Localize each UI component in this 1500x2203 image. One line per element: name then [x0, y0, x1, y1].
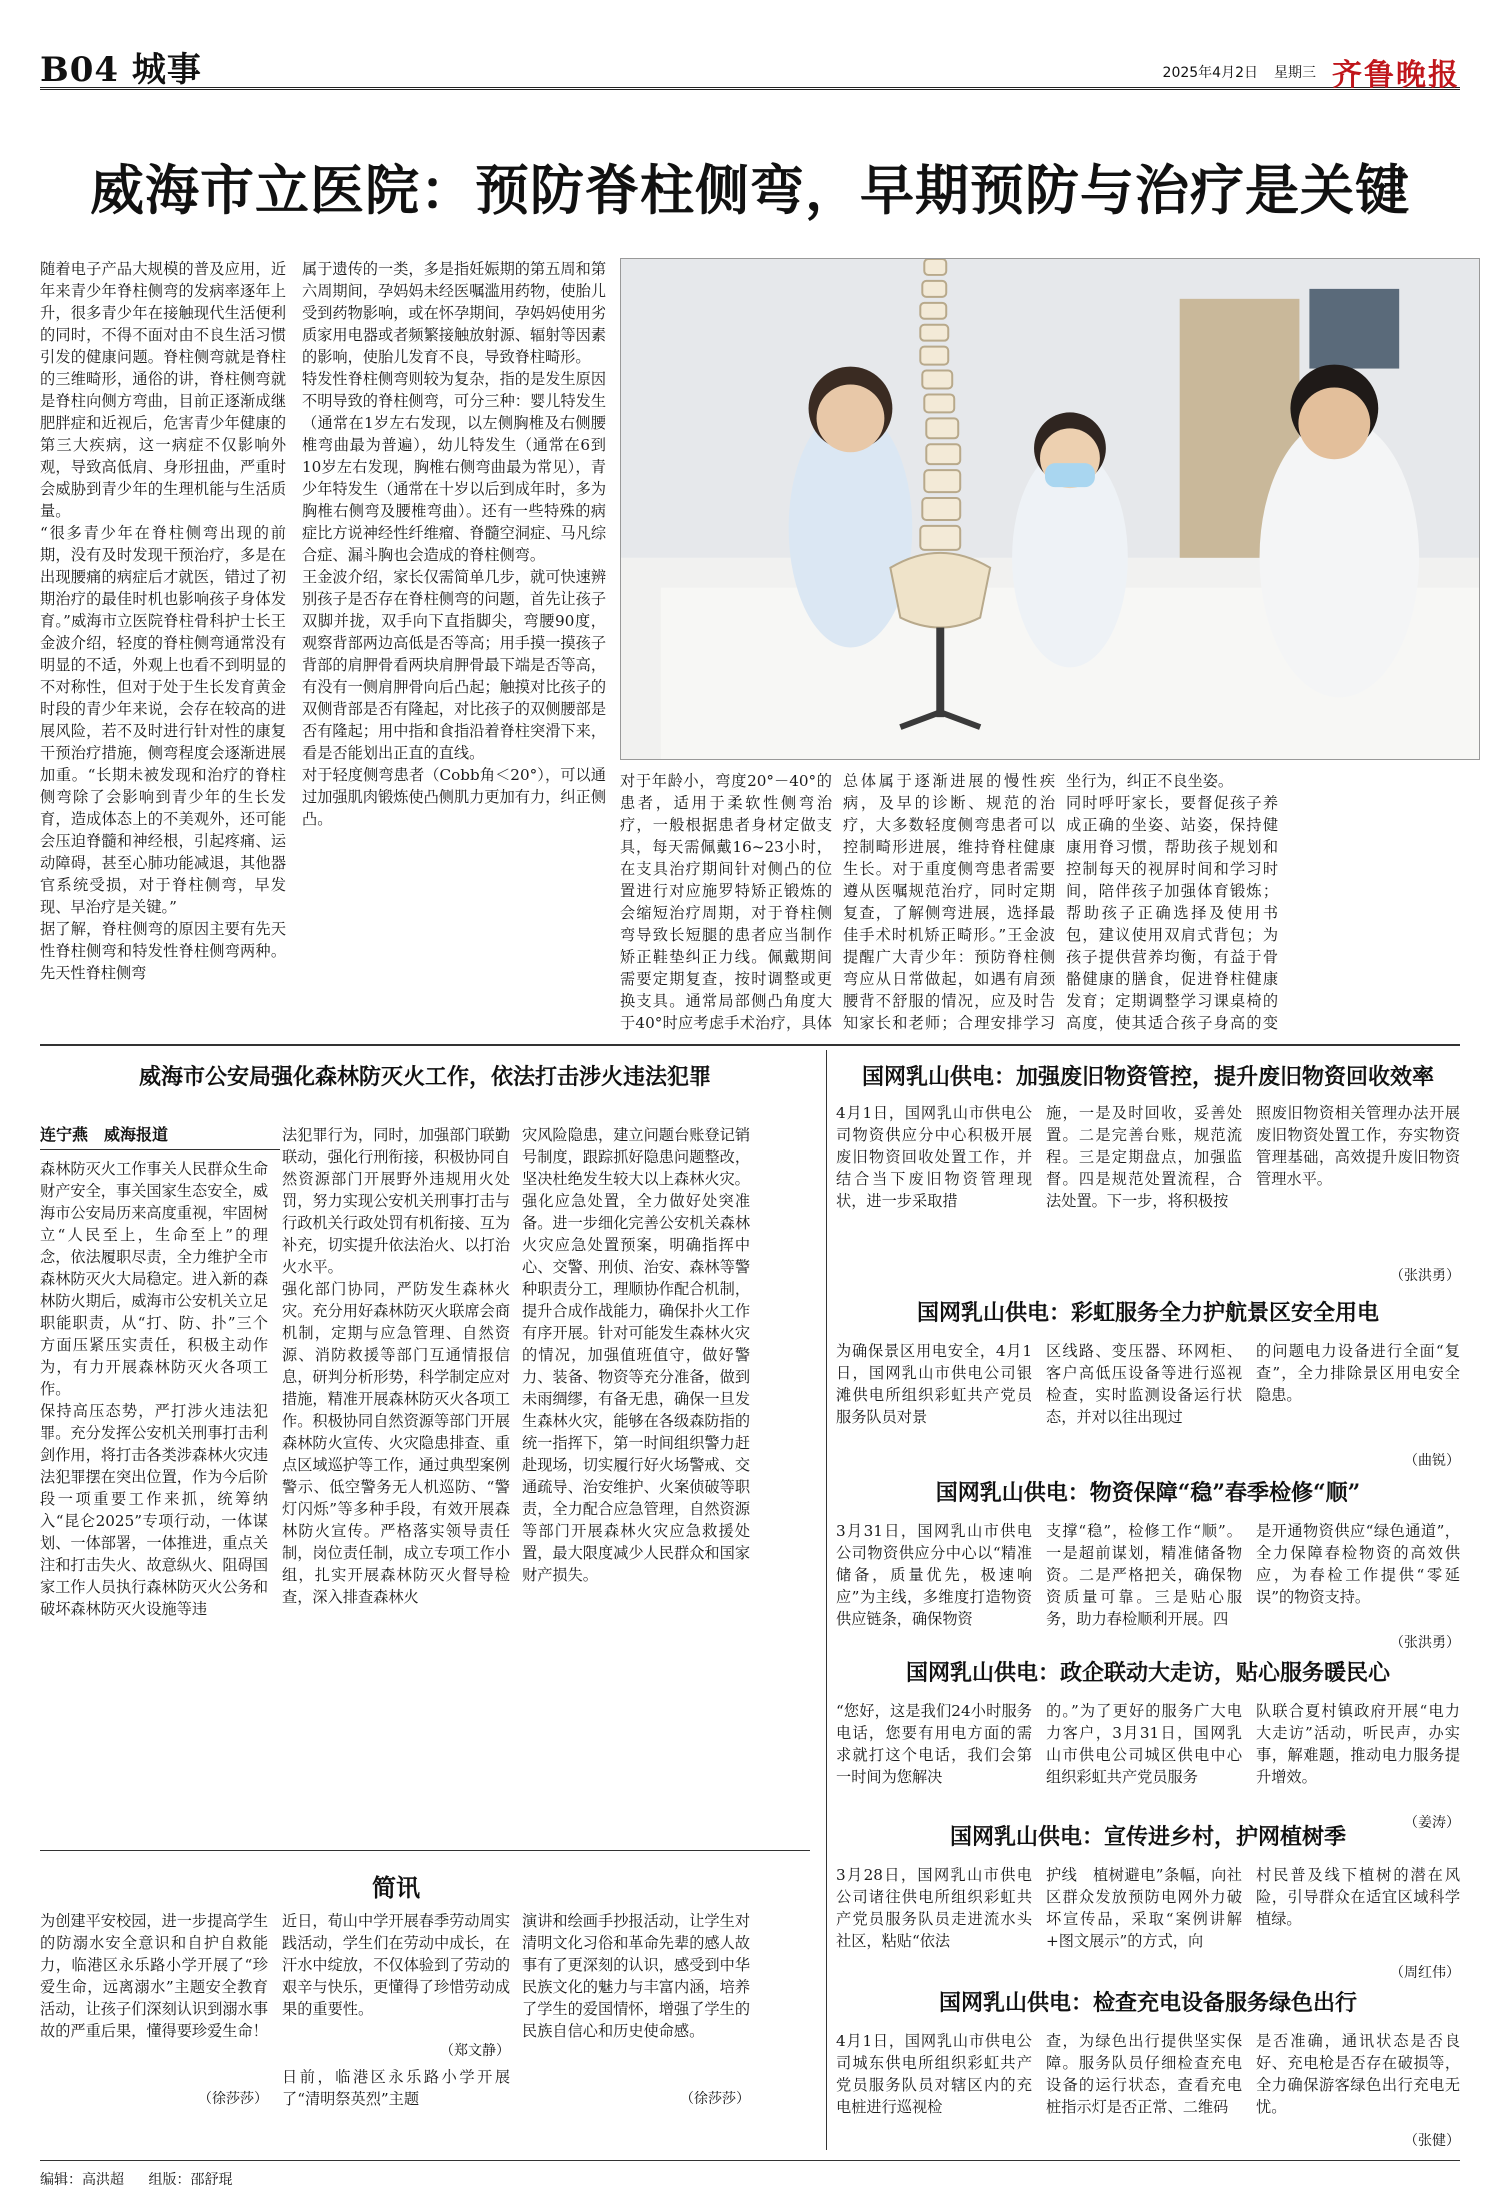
- lead-divider: [40, 1044, 1460, 1046]
- grid-6-credit: （张健）: [1404, 2133, 1460, 2149]
- grid-6-col-1: 4月1日，国网乳山市供电公司城东供电所组织彩虹共产党员服务队员对辖区内的充电桩进行巡视检: [836, 2032, 1032, 2116]
- police-column-2: 法犯罪行为，同时，加强部门联勤联动，强化行刑衔接，积极协同自然资源部门开展野外违规用火处罚，努力实现公安机关刑事打击与行政机关行政处罚有机衔接、互为补充，切实提升依法治火、以打治火水平。 强化部门协同，严防发生森林火灾。充分用好森林防灭火联席会商机制，定期与应急管理、自然资源、消防救援等部门互通情报信息，研判分析形势，科学制定应对措施，精准开展森林防灭火各项工作。积极协同自然资源等部门开展森林防火宣传、火灾隐患排查、重点区域巡护等工作，通过典型案例警示、低空警务无人机巡防、“警灯闪烁”等多种手段，有效开展森林防火宣传。严格落实领导责任制，岗位责任制，成立专项工作小组，扎实开展森林防灭火督导检查，深入排查森林火: [282, 1126, 510, 1606]
- lead-column-4: 总体属于逐渐进展的慢性疾病，及早的诊断、规范的治疗，大多数轻度侧弯患者可以控制畸形进展，维持脊柱健康生长。对于重度侧弯患者需要遵从医嘱规范治疗，同时定期复查，了解侧弯进展，选择最佳手术时机矫正畸形。”王金波提醒广大青少年：预防脊柱侧弯应从日常做起，如遇有肩颈腰背不舒服的情况，应及时告知家长和老师；合理安排学习: [843, 772, 1055, 1032]
- police-headline: 威海市公安局强化森林防灭火工作，依法打击涉火违法犯罪: [138, 1064, 711, 1090]
- grid-4-col-2: 的。”为了更好的服务广大电力客户，3月31日，国网乳山市供电公司城区供电中心组织彩虹共产党员服务: [1046, 1702, 1242, 1786]
- brief-column-2b: 日前，临港区永乐路小学开展了“清明祭英烈”主题: [282, 2068, 510, 2108]
- grid-2-credit: （曲锐）: [1404, 1453, 1460, 1469]
- grid-5-col-2: 护线 植树避电”条幅，向社区群众发放预防电网外力破坏宣传品，采取“案例讲解+图文展示”的方式，向: [1046, 1866, 1242, 1950]
- grid-5-credit: （周红伟）: [1390, 1965, 1460, 1981]
- brief-divider: [40, 1850, 810, 1851]
- grid-2-col-3: 的问题电力设备进行全面“复查”，全力排除景区用电安全隐患。: [1256, 1342, 1460, 1404]
- brief-credit-3: （徐莎莎）: [680, 2091, 750, 2107]
- masthead-right: [1163, 50, 1460, 94]
- lead-photo: [620, 258, 1480, 760]
- lead-column-5: 坐行为，纠正不良坐姿。 同时呼吁家长，要督促孩子养成正确的坐姿、站姿，保持健康用脊习惯，帮助孩子规划和控制每天的视屏时间和学习时间，陪伴孩子加强体育锻炼；帮助孩子正确选择及使用书包，建议使用双肩式背包；为孩子提供营养均衡，有益于骨骼健康的膳食，促进脊柱健康发育；定期调整学习课桌椅的高度，使其适合孩子身高的变: [1066, 772, 1278, 1032]
- issue-weekday: 星期三: [1274, 65, 1316, 81]
- brief-credit-2: （郑文静）: [440, 2043, 510, 2059]
- grid-2-col-2: 区线路、变压器、环网柜、客户高低压设备等进行巡视检查，实时监测设备运行状态，并对以往出现过: [1046, 1342, 1242, 1426]
- issue-date: 2025年4月2日: [1162, 65, 1258, 81]
- page-footer: [40, 2160, 1460, 2189]
- grid-4-col-1: “您好，这是我们24小时服务电话，您要有用电方面的需求就打这个电话，我们会第一时间为您解决: [836, 1702, 1032, 1786]
- masthead: [40, 38, 1460, 93]
- footer-editor: 编辑：高洪超: [40, 2172, 124, 2188]
- lead-column-2: 属于遗传的一类，多是指妊娠期的第五周和第六周期间，孕妈妈未经医嘱滥用药物，使胎儿受到药物影响，或在怀孕期间，孕妈妈使用劣质家用电器或者频繁接触放射源、辐射等因素的影响，使胎儿发育不良，导致脊柱畸形。 特发性脊柱侧弯则较为复杂，指的是发生原因不明导致的脊柱侧弯，可分三种：婴儿特发生（通常在1岁左右发现，以左侧胸椎及右侧腰椎弯曲最为普遍），幼儿特发生（通常在6到10岁左右发现，胸椎右侧弯曲最为常见），青少年特发生（通常在十岁以后到成年时，多为胸椎右侧弯及腰椎弯曲）。还有一些特殊的病症比方说神经性纤维瘤、脊髓空洞症、马凡综合症、漏斗胸也会造成的脊柱侧弯。 王金波介绍，家长仅需简单几步，就可快速辨别孩子是否存在脊柱侧弯的问题，首先让孩子双脚并拢，双手向下直指脚尖，弯腰90度，观察背部两边高低是否等高；用手摸一摸孩子背部的肩胛骨看两块肩胛骨最下端是否等高，有没有一侧肩胛骨向后凸起；触摸对比孩子的双侧背部是否有隆起，对比孩子的双侧腰部是否有隆起；用中指和食指沿着脊柱突滑下来，看是否能划出正直的直线。 对于轻度侧弯患者（Cobb角＜20°），可以通过加强肌肉锻炼使凸侧肌力更加有力，纠正侧凸。: [302, 260, 606, 828]
- grid-1-col-2: 施，一是及时回收，妥善处置。二是完善台账，规范流程。三是定期盘点，加强监督。四是规范处置流程，合法处置。下一步，将积极按: [1046, 1104, 1242, 1210]
- lead-column-1: 随着电子产品大规模的普及应用，近年来青少年脊柱侧弯的发病率逐年上升，很多青少年在接触现代生活便利的同时，不得不面对由不良生活习惯引发的健康问题。脊柱侧弯就是脊柱的三维畸形，通俗的讲，脊柱侧弯就是脊柱向侧方弯曲，目前正逐渐成继肥胖症和近视后，危害青少年健康的第三大疾病，这一病症不仅影响外观，导致高低肩、身形扭曲，严重时会威胁到青少年的生理机能与生活质量。 “很多青少年在脊柱侧弯出现的前期，没有及时发现干预治疗，多是在出现腰痛的病症后才就医，错过了初期治疗的最佳时机也影响孩子身体发育。”威海市立医院脊柱骨科护士长王金波介绍，轻度的脊柱侧弯通常没有明显的不适，外观上也看不到明显的不对称性，但对于处于生长发育黄金时段的青少年来说，会存在较高的进展风险，若不及时进行针对性的康复干预治疗措施，侧弯程度会逐渐进展加重。“长期未被发现和治疗的脊柱侧弯除了会影响到青少年的生长发育，造成体态上的不美观外，还可能会压迫脊髓和神经根，引起疼痛、运动障碍，甚至心肺功能减退，其他器官系统受损，对于脊柱侧弯，早发现、早治疗是关键。” 据了解，脊柱侧弯的原因主要有先天性脊柱侧弯和特发性脊柱侧弯两种。先天性脊柱侧弯: [40, 260, 286, 982]
- grid-headline-2: 国网乳山供电：彩虹服务全力护航景区安全用电: [916, 1300, 1379, 1326]
- footer-layout: 组版：邵舒琨: [148, 2172, 233, 2188]
- grid-1-credit: （张洪勇）: [1390, 1268, 1460, 1284]
- police-byline: 连宁燕 威海报道: [40, 1122, 280, 1150]
- grid-headline-1: 国网乳山供电：加强废旧物资管控，提升废旧物资回收效率: [861, 1064, 1434, 1090]
- grid-3-col-3: 是开通物资供应“绿色通道”，全力保障春检物资的高效供应，为春检工作提供“零延误”的物资支持。: [1256, 1522, 1460, 1606]
- grid-4-col-3: 队联合夏村镇政府开展“电力大走访”活动，听民声，办实事，解难题，推动电力服务提升增效。: [1256, 1702, 1460, 1786]
- grid-3-col-2: 支撑“稳”，检修工作“顺”。一是超前谋划，精准储备物资。二是严格把关，确保物资质量可靠。三是贴心服务，助力春检顺利开展。四: [1046, 1522, 1242, 1628]
- grid-5-col-1: 3月28日，国网乳山市供电公司诸往供电所组织彩虹共产党员服务队员走进流水头社区，粘贴“依法: [836, 1866, 1032, 1950]
- grid-6-col-2: 查，为绿色出行提供坚实保障。服务队员仔细检查充电设备的运行状态，查看充电桩指示灯是否正常、二维码: [1046, 2032, 1242, 2116]
- police-column-3: 灾风险隐患，建立问题台账登记销号制度，跟踪抓好隐患问题整改，坚决杜绝发生较大以上森林火灾。 强化应急处置，全力做好处突准备。进一步细化完善公安机关森林火灾应急处置预案，明确指挥中心、交警、刑侦、治安、森林等警种职责分工，理顺协作配合机制，提升合成作战能力，确保扑火工作有序开展。针对可能发生森林火灾的情况，加强值班值守，做好警力、装备、物资等充分准备，做到未雨绸缪，有备无患，确保一旦发生森林火灾，能够在各级森防指的统一指挥下，第一时间组织警力赶赴现场，切实履行好火场警戒、交通疏导、治安维护、火案侦破等职责，全力配合应急管理，自然资源等部门开展森林火灾应急救援处置，最大限度减少人民群众和国家财产损失。: [522, 1126, 750, 1584]
- grid-6-col-3: 是否准确，通讯状态是否良好、充电枪是否存在破损等，全力确保游客绿色出行充电无忧。: [1256, 2032, 1460, 2116]
- brief-column-3: 演讲和绘画手抄报活动，让学生对清明文化习俗和革命先辈的感人故事有了更深刻的认识，感受到中华民族文化的魅力与丰富内涵，培养了学生的爱国情怀，增强了学生的民族自信心和历史使命感。: [522, 1912, 750, 2040]
- lead-column-3: 对于年龄小，弯度20°－40°的患者，适用于柔软性侧弯治疗，一般根据患者身材定做支具，每天需佩戴16~23小时，在支具治疗期间针对侧凸的位置进行对应施罗特矫正锻炼的会缩短治疗周期，对于脊柱侧弯导致长短腿的患者应当制作矫正鞋垫纠正力线。佩戴期间需要定期复查，按时调整或更换支具。通常局部侧凸角度大于40°时应考虑手术治疗，具体: [620, 772, 832, 1032]
- police-column-1: 森林防灭火工作事关人民群众生命财产安全，事关国家生态安全，威海市公安局历来高度重视，牢固树立“人民至上，生命至上”的理念，依法履职尽责，全力维护全市森林防灭火大局稳定。进入新的森林防火期后，威海市公安机关立足职能职责，从“打、防、扑”三个方面压紧压实责任，积极主动作为，有力开展森林防灭火各项工作。 保持高压态势，严打涉火违法犯罪。充分发挥公安机关刑事打击利剑作用，将打击各类涉森林火灾违法犯罪摆在突出位置，作为今后阶段一项重要工作来抓，统筹纳入“昆仑2025”专项行动，一体谋划、一体部署，一体推进，重点关注和打击失火、故意纵火、阻碍国家工作人员执行森林防灭火公务和破坏森林防灭火设施等违: [40, 1160, 268, 1618]
- grid-2-col-1: 为确保景区用电安全，4月1日，国网乳山市供电公司银滩供电所组织彩虹共产党员服务队员对景: [836, 1342, 1032, 1426]
- grid-1-col-1: 4月1日，国网乳山市供电公司物资供应分中心积极开展废旧物资回收处置工作，并结合当下废旧物资管理现状，进一步采取措: [836, 1104, 1032, 1210]
- brief-title: 简讯: [372, 1873, 420, 1902]
- photo-illustration: [621, 259, 1479, 759]
- vertical-divider: [826, 1050, 827, 2150]
- brief-column-2: 近日，荀山中学开展春季劳动周实践活动，学生们在劳动中成长，在汗水中绽放，不仅体验到了劳动的艰辛与快乐，更懂得了珍惜劳动成果的重要性。: [282, 1912, 510, 2018]
- brief-credit-1: （徐莎莎）: [198, 2091, 268, 2107]
- grid-headline-6: 国网乳山供电：检查充电设备服务绿色出行: [938, 1990, 1357, 2016]
- lead-headline: 威海市立医院：预防脊柱侧弯，早期预防与治疗是关键: [90, 158, 1410, 222]
- grid-headline-5: 国网乳山供电：宣传进乡村，护网植树季: [949, 1824, 1346, 1850]
- grid-1-col-3: 照废旧物资相关管理办法开展废旧物资处置工作，夯实物资管理基础，高效提升废旧物资管理水平。: [1256, 1104, 1460, 1188]
- newspaper-logo: 齐鲁晚报: [1332, 58, 1460, 93]
- grid-4-credit: （姜涛）: [1404, 1815, 1460, 1831]
- grid-headline-4: 国网乳山供电：政企联动大走访，贴心服务暖民心: [905, 1660, 1390, 1686]
- grid-5-col-3: 村民普及线下植树的潜在风险，引导群众在适宜区域科学植绿。: [1256, 1866, 1460, 1928]
- section-label: B04 城事: [40, 50, 202, 90]
- grid-headline-3: 国网乳山供电：物资保障“稳”春季检修“顺”: [935, 1480, 1361, 1506]
- brief-column-1: 为创建平安校园，进一步提高学生的防溺水安全意识和自护自救能力，临港区永乐路小学开展了“珍爱生命，远离溺水”主题安全教育活动，让孩子们深刻认识到溺水事故的严重后果，懂得要珍爱生命！: [40, 1912, 268, 2040]
- grid-3-col-1: 3月31日，国网乳山市供电公司物资供应分中心以“精准储备，质量优先，极速响应”为主线，多维度打造物资供应链条，确保物资: [836, 1522, 1032, 1628]
- grid-3-credit: （张洪勇）: [1390, 1635, 1460, 1651]
